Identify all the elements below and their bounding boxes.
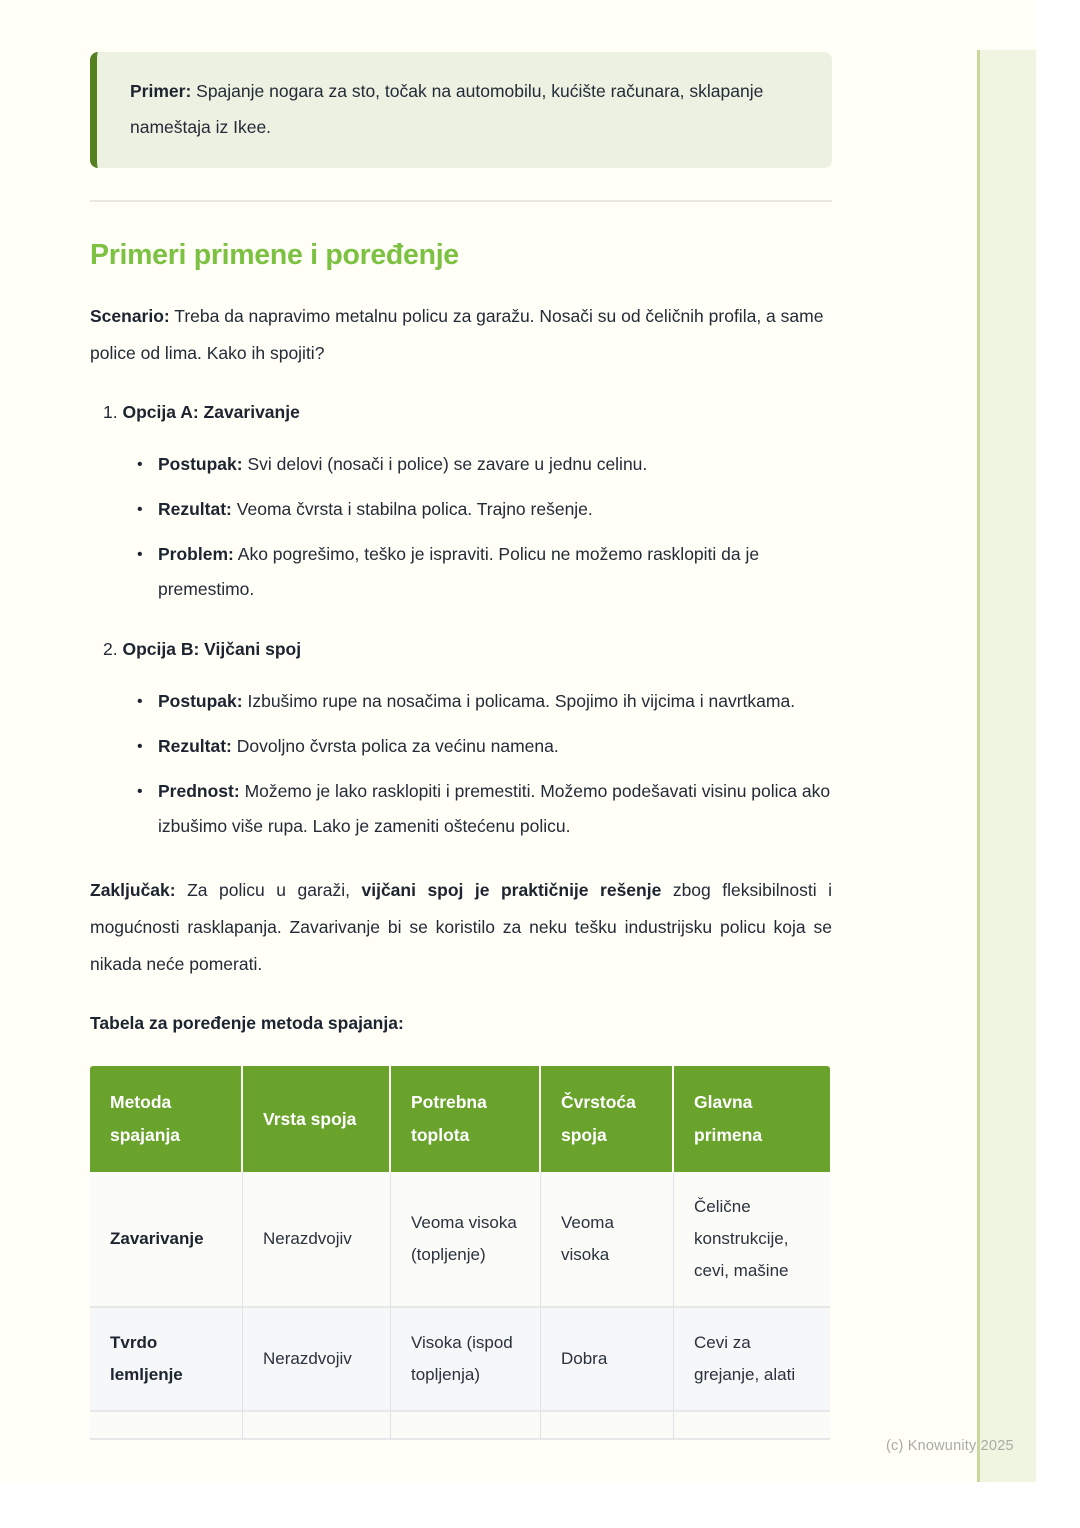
conclusion-part2: zbog fleksibilnosti i mogućnosti rasklapanja. Zavarivanje bi se koristilo za neku tešku industrijsku policu koja se nikada neće pomerati. <box>90 880 832 974</box>
list-item <box>90 684 832 719</box>
bullet-text <box>158 684 832 719</box>
table-cell <box>674 1412 830 1440</box>
bullet-label: Prednost: <box>158 781 240 801</box>
list-item <box>90 537 832 607</box>
conclusion-paragraph <box>90 872 832 983</box>
conclusion-part1: Za policu u garaži, <box>187 880 350 900</box>
bullet-text <box>158 774 832 844</box>
bullet-label: Problem: <box>158 544 234 564</box>
option-a-label: Opcija A: Zavarivanje <box>122 402 300 422</box>
table-header-row <box>90 1066 830 1172</box>
option-a-title <box>90 396 832 429</box>
bullet-marker: • <box>137 501 143 518</box>
table-cell: Veoma visoka (topljenje) <box>391 1172 541 1308</box>
bullet-marker: • <box>137 693 143 710</box>
table-cell <box>541 1412 674 1440</box>
bullet-label: Postupak: <box>158 691 243 711</box>
column-header: Metoda spajanja <box>90 1066 243 1172</box>
column-header: Glavna primena <box>674 1066 830 1172</box>
list-item <box>90 729 832 764</box>
table-cell <box>391 1412 541 1440</box>
bullet-body: Svi delovi (nosači i police) se zavare u jednu celinu. <box>247 454 648 474</box>
table-cell: Tvrdo lemljenje <box>90 1308 243 1412</box>
bullet-body: Ako pogrešimo, teško je ispraviti. Policu ne možemo rasklopiti da je premestimo. <box>158 544 760 599</box>
table-cell <box>243 1412 391 1440</box>
bullet-label: Rezultat: <box>158 499 232 519</box>
table-cell: Nerazdvojiv <box>243 1172 391 1308</box>
table-cell: Visoka (ispod topljenja) <box>391 1308 541 1412</box>
option-b-bullets <box>90 684 832 844</box>
example-callout <box>90 52 832 168</box>
scenario-text: Treba da napravimo metalnu policu za garažu. Nosači su od čeličnih profila, a same police od lima. Kako ih spojiti? <box>90 306 824 363</box>
table-cell: Dobra <box>541 1308 674 1412</box>
bullet-text <box>158 537 832 607</box>
bullet-marker: • <box>137 783 143 800</box>
bullet-body: Izbušimo rupe na nosačima i policama. Spojimo ih vijcima i navrtkama. <box>247 691 796 711</box>
table-cell <box>90 1412 243 1440</box>
option-a <box>90 396 832 607</box>
list-item <box>90 492 832 527</box>
table-cell: Čelične konstrukcije, cevi, mašine <box>674 1172 830 1308</box>
bullet-body: Možemo je lako rasklopiti i premestiti. Možemo podešavati visinu polica ako izbušimo više rupa. Lako je zameniti oštećenu policu. <box>158 781 831 836</box>
bullet-label: Rezultat: <box>158 736 232 756</box>
option-b-title <box>90 633 832 666</box>
option-b-number: 2. <box>103 639 118 659</box>
scenario-label: Scenario: <box>90 306 170 326</box>
column-header: Vrsta spoja <box>243 1066 391 1172</box>
conclusion-label: Zaključak: <box>90 880 176 900</box>
conclusion-bold-phrase: vijčani spoj je praktičnije rešenje <box>361 880 662 900</box>
bullet-body: Veoma čvrsta i stabilna polica. Trajno rešenje. <box>236 499 593 519</box>
table-cell: Nerazdvojiv <box>243 1308 391 1412</box>
scenario-paragraph <box>90 298 832 372</box>
bullet-text <box>158 492 832 527</box>
list-item <box>90 774 832 844</box>
column-header: Čvrstoća spoja <box>541 1066 674 1172</box>
table-title: Tabela za poređenje metoda spajanja: <box>90 1013 404 1033</box>
page-margin-stripe <box>977 50 1036 1482</box>
option-b <box>90 633 832 844</box>
callout-text: Spajanje nogara za sto, točak na automobilu, kućište računara, sklapanje nameštaja iz Ikee. <box>130 81 764 137</box>
section-heading: Primeri primene i poređenje <box>90 239 459 271</box>
page-content <box>90 0 832 1440</box>
bullet-label: Postupak: <box>158 454 243 474</box>
bullet-text <box>158 447 832 482</box>
option-a-bullets <box>90 447 832 607</box>
table-row <box>90 1308 830 1412</box>
bullet-marker: • <box>137 738 143 755</box>
bullet-text <box>158 729 832 764</box>
callout-label: Primer: <box>130 81 192 101</box>
table-row-clipped <box>90 1412 830 1440</box>
column-header: Potrebna toplota <box>391 1066 541 1172</box>
bullet-body: Dovoljno čvrsta polica za većinu namena. <box>236 736 559 756</box>
option-b-label: Opcija B: Vijčani spoj <box>122 639 302 659</box>
table-cell: Zavarivanje <box>90 1172 243 1308</box>
table-row <box>90 1172 830 1308</box>
comparison-table <box>90 1066 830 1440</box>
option-a-number: 1. <box>103 402 118 422</box>
section-divider <box>90 200 832 202</box>
table-cell: Veoma visoka <box>541 1172 674 1308</box>
bullet-marker: • <box>137 546 143 563</box>
list-item <box>90 447 832 482</box>
copyright-watermark: (c) Knowunity 2025 <box>886 1438 1014 1454</box>
options-list <box>90 396 832 844</box>
table-cell: Cevi za grejanje, alati <box>674 1308 830 1412</box>
bullet-marker: • <box>137 456 143 473</box>
